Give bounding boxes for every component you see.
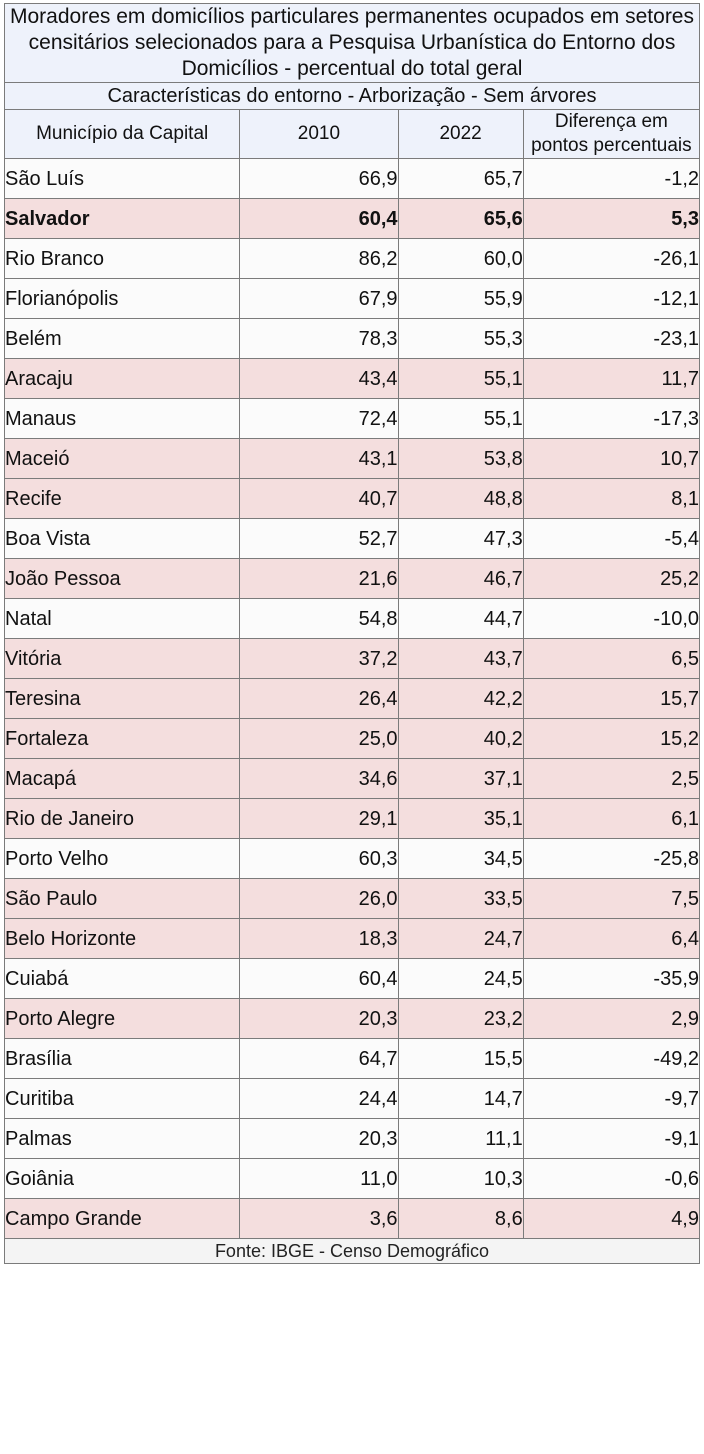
- row-value-difference: -23,1: [523, 319, 699, 359]
- table-row: [5, 919, 700, 959]
- table-row: [5, 439, 700, 479]
- row-value-2010: 21,6: [240, 559, 398, 599]
- table-row: [5, 1159, 700, 1199]
- table-row: [5, 999, 700, 1039]
- row-municipality: São Luís: [5, 159, 240, 199]
- table-row: [5, 759, 700, 799]
- row-municipality: Goiânia: [5, 1159, 240, 1199]
- row-value-2022: 35,1: [398, 799, 523, 839]
- table-row: [5, 959, 700, 999]
- row-value-2022: 33,5: [398, 879, 523, 919]
- row-value-difference: 4,9: [523, 1199, 699, 1239]
- row-value-2010: 72,4: [240, 399, 398, 439]
- table-row: [5, 559, 700, 599]
- row-value-2010: 64,7: [240, 1039, 398, 1079]
- row-value-2022: 53,8: [398, 439, 523, 479]
- row-value-difference: 10,7: [523, 439, 699, 479]
- row-value-2010: 3,6: [240, 1199, 398, 1239]
- table-header-row: [5, 110, 700, 159]
- row-value-2022: 55,3: [398, 319, 523, 359]
- row-municipality: Curitiba: [5, 1079, 240, 1119]
- row-value-2022: 34,5: [398, 839, 523, 879]
- row-municipality: Rio Branco: [5, 239, 240, 279]
- row-value-2010: 26,0: [240, 879, 398, 919]
- row-value-2010: 86,2: [240, 239, 398, 279]
- row-value-2022: 37,1: [398, 759, 523, 799]
- row-value-2010: 43,1: [240, 439, 398, 479]
- row-value-2022: 47,3: [398, 519, 523, 559]
- table-subtitle: Características do entorno - Arborização - Sem árvores: [5, 83, 700, 110]
- row-value-difference: 8,1: [523, 479, 699, 519]
- row-value-2010: 20,3: [240, 999, 398, 1039]
- row-value-2010: 25,0: [240, 719, 398, 759]
- row-value-2022: 42,2: [398, 679, 523, 719]
- row-value-2022: 55,1: [398, 399, 523, 439]
- row-value-difference: -0,6: [523, 1159, 699, 1199]
- table-row: [5, 239, 700, 279]
- table-source-row: [5, 1239, 700, 1264]
- row-value-2010: 60,4: [240, 959, 398, 999]
- row-value-2010: 24,4: [240, 1079, 398, 1119]
- table-row: [5, 1119, 700, 1159]
- row-value-difference: 7,5: [523, 879, 699, 919]
- row-value-2022: 60,0: [398, 239, 523, 279]
- row-value-2010: 40,7: [240, 479, 398, 519]
- row-municipality: Salvador: [5, 199, 240, 239]
- table-row: [5, 279, 700, 319]
- row-value-2022: 55,1: [398, 359, 523, 399]
- row-value-2022: 10,3: [398, 1159, 523, 1199]
- row-value-2022: 15,5: [398, 1039, 523, 1079]
- column-header-difference: Diferença em pontos percentuais: [523, 110, 699, 159]
- table-row: [5, 159, 700, 199]
- table-row: [5, 1199, 700, 1239]
- row-value-2022: 14,7: [398, 1079, 523, 1119]
- row-value-difference: -10,0: [523, 599, 699, 639]
- row-municipality: Brasília: [5, 1039, 240, 1079]
- row-municipality: Palmas: [5, 1119, 240, 1159]
- row-value-2010: 66,9: [240, 159, 398, 199]
- table-source: Fonte: IBGE - Censo Demográfico: [5, 1239, 700, 1264]
- row-municipality: Porto Alegre: [5, 999, 240, 1039]
- row-value-difference: -49,2: [523, 1039, 699, 1079]
- row-municipality: João Pessoa: [5, 559, 240, 599]
- row-value-2022: 43,7: [398, 639, 523, 679]
- row-municipality: Maceió: [5, 439, 240, 479]
- row-value-difference: -35,9: [523, 959, 699, 999]
- table-row: [5, 399, 700, 439]
- table-row: [5, 359, 700, 399]
- row-value-2022: 11,1: [398, 1119, 523, 1159]
- row-value-2022: 65,7: [398, 159, 523, 199]
- row-value-difference: -9,1: [523, 1119, 699, 1159]
- table-row: [5, 719, 700, 759]
- row-municipality: Natal: [5, 599, 240, 639]
- row-value-2022: 23,2: [398, 999, 523, 1039]
- row-value-difference: -26,1: [523, 239, 699, 279]
- row-value-2010: 60,3: [240, 839, 398, 879]
- row-value-difference: 11,7: [523, 359, 699, 399]
- row-value-difference: 6,1: [523, 799, 699, 839]
- row-value-2010: 54,8: [240, 599, 398, 639]
- row-value-difference: 6,4: [523, 919, 699, 959]
- row-municipality: Rio de Janeiro: [5, 799, 240, 839]
- row-municipality: Teresina: [5, 679, 240, 719]
- row-value-difference: -9,7: [523, 1079, 699, 1119]
- row-municipality: Fortaleza: [5, 719, 240, 759]
- table-title-row: [5, 4, 700, 83]
- table-body: [5, 4, 700, 1264]
- row-value-2022: 24,5: [398, 959, 523, 999]
- table-row: [5, 1039, 700, 1079]
- table-row: [5, 839, 700, 879]
- row-value-2010: 37,2: [240, 639, 398, 679]
- table-row: [5, 879, 700, 919]
- column-header-municipality: Município da Capital: [5, 110, 240, 159]
- row-municipality: Aracaju: [5, 359, 240, 399]
- statistics-table: [4, 3, 700, 1264]
- row-value-2022: 55,9: [398, 279, 523, 319]
- row-municipality: Cuiabá: [5, 959, 240, 999]
- row-municipality: Belo Horizonte: [5, 919, 240, 959]
- row-value-difference: 25,2: [523, 559, 699, 599]
- table-row: [5, 479, 700, 519]
- row-value-2010: 43,4: [240, 359, 398, 399]
- row-municipality: Macapá: [5, 759, 240, 799]
- table-row: [5, 1079, 700, 1119]
- row-value-2010: 26,4: [240, 679, 398, 719]
- table-row: [5, 679, 700, 719]
- row-municipality: Porto Velho: [5, 839, 240, 879]
- row-municipality: Manaus: [5, 399, 240, 439]
- row-municipality: Campo Grande: [5, 1199, 240, 1239]
- row-value-2010: 29,1: [240, 799, 398, 839]
- row-value-2022: 46,7: [398, 559, 523, 599]
- table-row: [5, 519, 700, 559]
- table-row: [5, 639, 700, 679]
- table-row: [5, 199, 700, 239]
- row-value-2010: 20,3: [240, 1119, 398, 1159]
- row-value-difference: -1,2: [523, 159, 699, 199]
- table-title: Moradores em domicílios particulares permanentes ocupados em setores censitários selecionados para a Pesquisa Urbanística do Entorno dos Domicílios - percentual do total geral: [5, 4, 700, 83]
- row-value-2022: 24,7: [398, 919, 523, 959]
- row-municipality: Boa Vista: [5, 519, 240, 559]
- row-municipality: Recife: [5, 479, 240, 519]
- row-value-difference: -12,1: [523, 279, 699, 319]
- row-municipality: Belém: [5, 319, 240, 359]
- row-municipality: Florianópolis: [5, 279, 240, 319]
- row-value-2010: 11,0: [240, 1159, 398, 1199]
- row-value-difference: 2,9: [523, 999, 699, 1039]
- row-value-2010: 78,3: [240, 319, 398, 359]
- row-value-difference: 5,3: [523, 199, 699, 239]
- table-row: [5, 799, 700, 839]
- row-value-difference: 2,5: [523, 759, 699, 799]
- row-value-difference: -25,8: [523, 839, 699, 879]
- column-header-2010: 2010: [240, 110, 398, 159]
- table-row: [5, 599, 700, 639]
- row-value-difference: 15,7: [523, 679, 699, 719]
- row-value-2010: 52,7: [240, 519, 398, 559]
- table-row: [5, 319, 700, 359]
- row-value-difference: 6,5: [523, 639, 699, 679]
- row-value-2010: 34,6: [240, 759, 398, 799]
- row-value-2022: 65,6: [398, 199, 523, 239]
- row-value-2010: 60,4: [240, 199, 398, 239]
- row-value-difference: 15,2: [523, 719, 699, 759]
- row-value-difference: -17,3: [523, 399, 699, 439]
- row-value-2022: 48,8: [398, 479, 523, 519]
- table-subtitle-row: [5, 83, 700, 110]
- row-value-difference: -5,4: [523, 519, 699, 559]
- row-municipality: São Paulo: [5, 879, 240, 919]
- column-header-2022: 2022: [398, 110, 523, 159]
- row-value-2010: 67,9: [240, 279, 398, 319]
- row-value-2022: 44,7: [398, 599, 523, 639]
- row-value-2010: 18,3: [240, 919, 398, 959]
- row-value-2022: 40,2: [398, 719, 523, 759]
- row-value-2022: 8,6: [398, 1199, 523, 1239]
- row-municipality: Vitória: [5, 639, 240, 679]
